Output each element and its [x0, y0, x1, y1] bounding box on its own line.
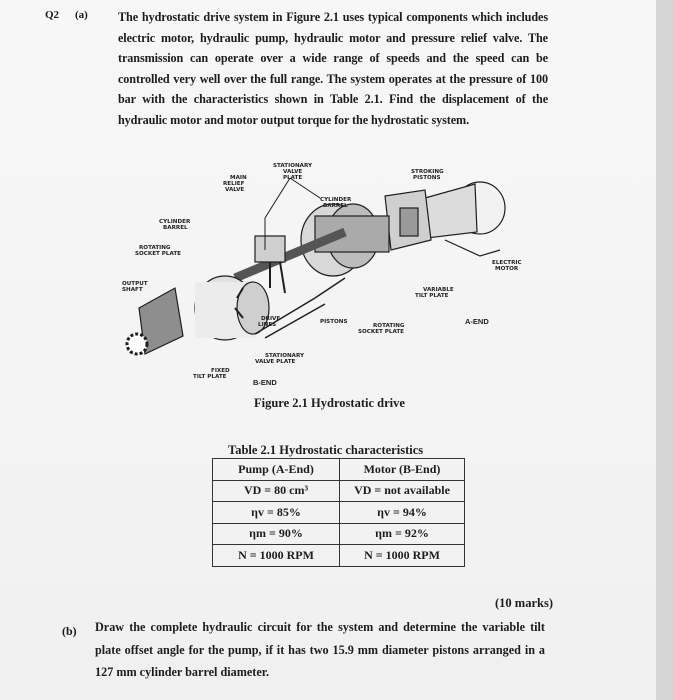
- table-row: [213, 480, 465, 502]
- table-cell: VD = 80 cm³: [213, 480, 340, 502]
- question-number: Q2: [45, 9, 60, 21]
- table-cell: N = 1000 RPM: [213, 545, 340, 567]
- table-caption: Table 2.1 Hydrostatic characteristics: [228, 443, 424, 457]
- svg-text:PISTONS: PISTONS: [320, 319, 348, 325]
- svg-text:OUTPUTSHAFT: OUTPUT SHAFT: [122, 281, 148, 293]
- figure-caption: Figure 2.1 Hydrostatic drive: [254, 396, 405, 410]
- hydrostatic-characteristics-table: [212, 458, 465, 567]
- svg-text:ROTATINGSOCKET PLATE: ROTATING SOCKET PLATE: [135, 245, 182, 257]
- table-cell: ηm = 92%: [340, 523, 465, 545]
- header-motor: Motor (B-End): [340, 459, 465, 481]
- svg-text:ROTATINGSOCKET PLATE: ROTATING SOCKET PLATE: [358, 323, 405, 335]
- figure-ref: Figure 2.1: [286, 10, 339, 24]
- output-gear: [127, 334, 147, 354]
- table-cell: ηv = 85%: [213, 502, 340, 524]
- svg-text:VARIABLETILT PLATE: VARIABLE TILT PLATE: [415, 287, 454, 299]
- svg-text:STATIONARYVALVEPLATE: STATIONARY VALVE PLATE: [273, 163, 313, 181]
- table-cell: N = 1000 RPM: [340, 545, 465, 567]
- header-pump: Pump (A-End): [213, 459, 340, 481]
- main-relief-valve: [255, 236, 285, 262]
- svg-text:STROKINGPISTONS: STROKING PISTONS: [411, 169, 444, 181]
- svg-text:ELECTRICMOTOR: ELECTRIC MOTOR: [492, 260, 522, 272]
- table-row: [213, 502, 465, 524]
- table-cell: ηv = 94%: [340, 502, 465, 524]
- svg-text:B-END: B-END: [253, 378, 277, 387]
- svg-text:STATIONARYVALVE PLATE: STATIONARY VALVE PLATE: [255, 353, 305, 365]
- hydrostatic-drive-diagram: [115, 158, 555, 396]
- marks-label: (10 marks): [495, 596, 553, 610]
- part-b-label: (b): [62, 624, 77, 638]
- part-a-label: (a): [75, 9, 88, 21]
- page-edge: [656, 0, 673, 700]
- table-ref: Table 2.1: [330, 92, 380, 107]
- table-cell: ηm = 90%: [213, 523, 340, 545]
- part-a-text: The hydrostatic drive system in Figure 2.1 uses typical components which includes electric motor, hydraulic pump, hydraulic motor and pressure relief valve. The transmission can operate over a wide range of speeds and the speed can be controlled very well over the full range. The system operates at the pressure of 100 bar with the characteristics shown in Table 2.1. Find the displacement of the hydraulic motor and motor output torque for the hydrostatic system.: [118, 10, 549, 127]
- svg-text:CYLINDERBARREL: CYLINDER BARREL: [320, 197, 352, 209]
- svg-text:DRIVELINES: DRIVE LINES: [258, 316, 281, 328]
- svg-text:MAINRELIEFVALVE: MAIN RELIEF VALVE: [223, 175, 247, 193]
- table-cell: VD = not available: [340, 480, 465, 502]
- part-b-text: Draw the complete hydraulic circuit for the system and determine the variable tilt plate offset angle for the pump, if it has two 15.9 mm diameter pistons arranged in a 127 mm cylinder barrel diameter.: [95, 620, 545, 679]
- svg-text:A-END: A-END: [465, 317, 489, 326]
- table-header-row: [213, 459, 465, 481]
- svg-text:CYLINDERBARREL: CYLINDER BARREL: [159, 219, 191, 231]
- table-row: [213, 523, 465, 545]
- svg-text:FIXEDTILT PLATE: FIXED TILT PLATE: [193, 368, 230, 380]
- table-row: [213, 545, 465, 567]
